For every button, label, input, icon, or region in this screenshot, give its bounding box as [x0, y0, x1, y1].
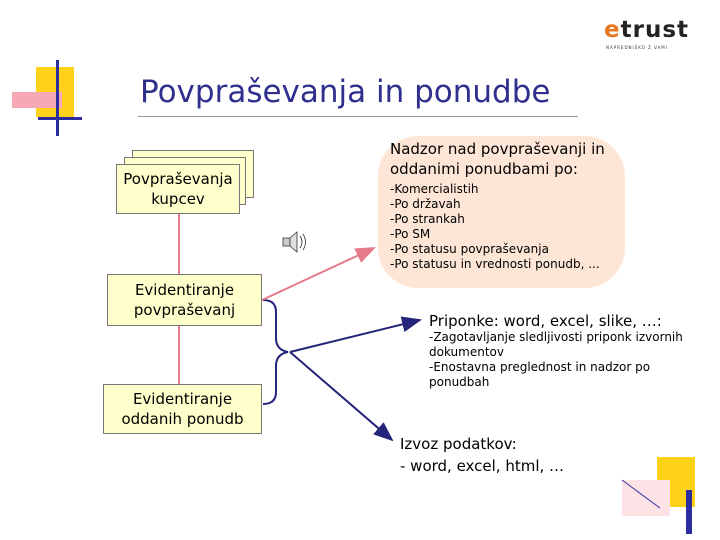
list-item: -Po statusu povpraševanja [390, 242, 549, 256]
arrow-to-monitoring [262, 248, 374, 300]
monitoring-heading: Nadzor nad povpraševanji in oddanimi ponudbami po: [390, 140, 605, 178]
slide-title: Povpraševanja in ponudbe [140, 74, 551, 110]
list-item: -Zagotavljanje sledljivosti priponk izvornih dokumentov [429, 330, 683, 359]
export-block [400, 433, 564, 477]
decor-blue-line-bottom [686, 490, 692, 534]
list-item: -Po državah [390, 197, 461, 211]
speaker-icon [283, 232, 306, 252]
etrust-logo: etrust NAPREDNIŠKO Z VAMI [604, 17, 690, 50]
list-item: -Po SM [390, 227, 431, 241]
box-customer-inquiries: Povpraševanja kupcev [116, 164, 240, 214]
arrow-to-attachments [290, 320, 420, 352]
export-heading: Izvoz podatkov: [400, 435, 517, 453]
list-item: -Enostavna preglednost in nadzor po ponudbah [429, 360, 651, 389]
arrow-to-export [290, 352, 392, 440]
list-item: -Komercialistih [390, 182, 479, 196]
attachments-list [429, 330, 699, 390]
list-item: -Po statusu in vrednosti ponudb, ... [390, 257, 600, 271]
attachments-heading: Priponke: word, excel, slike, …: [429, 312, 662, 330]
export-formats: - word, excel, html, … [400, 457, 565, 475]
decor-diagonal-line [620, 478, 680, 522]
box-record-inquiries: Evidentiranje povpraševanj [107, 274, 262, 326]
monitoring-list [390, 182, 600, 272]
box-record-offers: Evidentiranje oddanih ponudb [103, 384, 262, 434]
bracket-brace [263, 300, 288, 404]
list-item: -Po strankah [390, 212, 465, 226]
